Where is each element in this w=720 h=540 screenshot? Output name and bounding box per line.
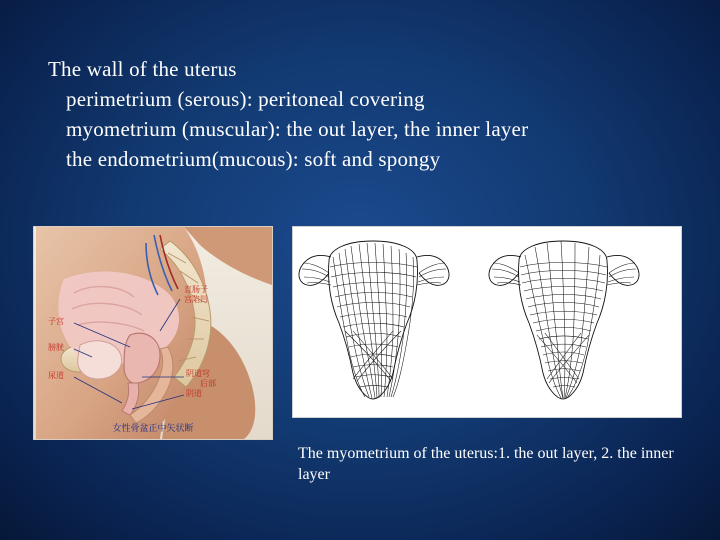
pelvis-illustration xyxy=(34,227,272,439)
pelvis-label-fornix-2: 后部 xyxy=(200,379,216,388)
slide-line-myometrium: myometrium (muscular): the out layer, the inner layer xyxy=(66,117,529,141)
pelvis-label-rectouterine-1: 直肠子 xyxy=(184,285,208,294)
female-pelvis-midsagittal-image xyxy=(33,226,273,440)
myometrium-layers-image xyxy=(292,226,682,418)
pelvis-label-rectouterine-2: 宫陷凹 xyxy=(184,295,208,304)
right-image-caption: The myometrium of the uterus:1. the out layer, 2. the inner layer xyxy=(298,445,674,483)
pelvis-label-fornix-1: 阴道穹 xyxy=(186,369,210,378)
slide-line-title: The wall of the uterus xyxy=(48,57,237,81)
pelvis-label-uterus: 子宫 xyxy=(48,317,64,326)
pelvis-image-caption: 女性骨盆正中矢状断 xyxy=(112,424,194,434)
pelvis-label-bladder: 膀胱 xyxy=(48,343,64,352)
pelvis-label-urethra: 尿道 xyxy=(48,371,64,380)
slide-line-endometrium: the endometrium(mucous): soft and spongy xyxy=(66,147,441,171)
slide-text-block xyxy=(48,54,668,174)
myometrium-illustration xyxy=(293,227,681,417)
pelvis-label-vagina: 阴道 xyxy=(186,389,202,398)
slide-line-perimetrium: perimetrium (serous): peritoneal covering xyxy=(66,87,425,111)
